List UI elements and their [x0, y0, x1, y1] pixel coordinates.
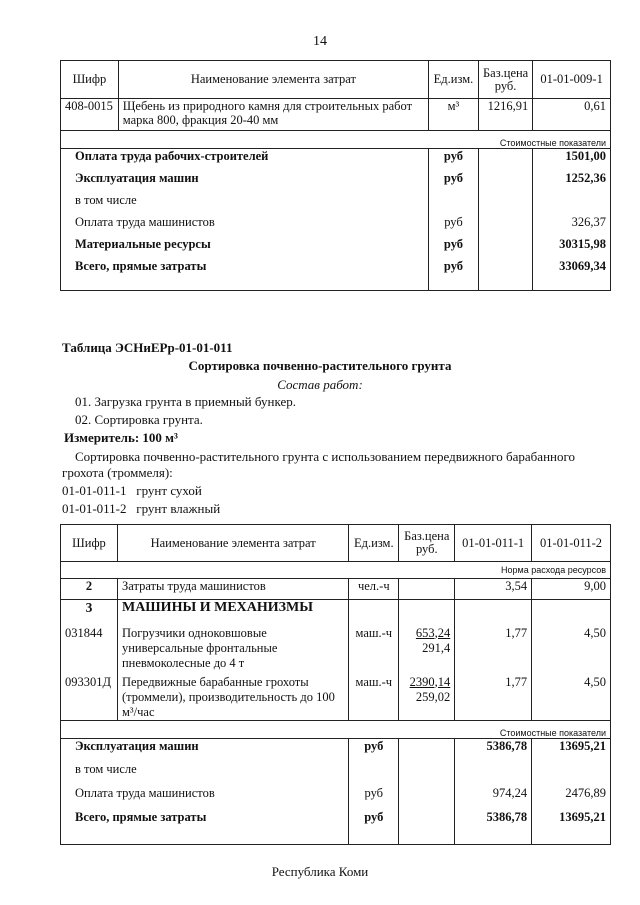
row-name: Щебень из природного камня для строительных работ марка 800, фракция 20-40 мм	[118, 99, 428, 131]
work-item-1: 01. Загрузка грунта в приемный бункер.	[75, 394, 296, 409]
header-col-2: 01-01-011-2	[532, 525, 611, 562]
works-label: Состав работ:	[277, 377, 363, 392]
variant-2	[62, 501, 220, 517]
machine-price-base: 2390,14	[409, 674, 451, 689]
machine-v1: 1,77	[455, 671, 532, 721]
cost-value: 1501,00	[533, 149, 611, 171]
machine-price-labor: 259,02	[415, 689, 451, 704]
cost-unit: руб	[349, 738, 399, 762]
cost-table-2	[60, 524, 611, 845]
machine-name-line: Передвижные барабанные грохоты	[121, 674, 309, 689]
machine-name-line: пневмоколесные до 4 т	[121, 655, 245, 670]
section-heading: Сортировка почвенно-растительного грунта	[188, 358, 452, 373]
cost-price-empty	[478, 237, 532, 259]
cost-row	[61, 738, 611, 762]
header-code: Шифр	[61, 61, 119, 99]
row2-v1: 3,54	[455, 579, 532, 600]
machine-v2: 4,50	[532, 622, 611, 671]
machine-name	[117, 671, 348, 721]
cost-row	[61, 237, 611, 259]
cost-name: Оплата труда рабочих-строителей	[61, 149, 429, 171]
header-name: Наименование элемента затрат	[118, 61, 428, 99]
cost-row	[61, 171, 611, 193]
row-price: 1216,91	[478, 99, 532, 131]
cost-row	[61, 810, 611, 844]
header-name: Наименование элемента затрат	[117, 525, 348, 562]
cost-value: 1252,36	[533, 171, 611, 193]
variant-code: 01-01-011-2	[62, 501, 127, 516]
cost-row	[61, 149, 611, 171]
cost-row	[61, 762, 611, 786]
cost-unit: руб	[429, 237, 479, 259]
cost-v1: 5386,78	[455, 810, 532, 844]
table-title: Таблица ЭСНиЕРр-01-01-011	[62, 340, 233, 355]
cost-unit: руб	[349, 810, 399, 844]
machine-price	[399, 622, 455, 671]
cost-name: Эксплуатация машин	[61, 738, 349, 762]
section-label: Стоимостные показатели	[61, 720, 611, 738]
cost-value	[533, 193, 611, 215]
cost-unit	[349, 762, 399, 786]
cost-name: в том числе	[61, 193, 429, 215]
cost-v1: 974,24	[455, 786, 532, 810]
header-col: 01-01-009-1	[533, 61, 611, 99]
cost-row	[61, 193, 611, 215]
machine-price-base: 653,24	[415, 625, 451, 640]
variant-name: грунт сухой	[136, 483, 202, 498]
cost-price-empty	[399, 786, 455, 810]
row2-unit: чел.-ч	[349, 579, 399, 600]
machine-v1: 1,77	[455, 622, 532, 671]
machine-name-line: (троммели), производительность до 100	[121, 689, 335, 704]
description-line-1: Сортировка почвенно-растительного грунта с использованием передвижного барабанного	[75, 449, 575, 464]
norm-label: Норма расхода ресурсов	[61, 562, 611, 579]
cost-row	[61, 259, 611, 291]
machine-v2: 4,50	[532, 671, 611, 721]
cost-price-empty	[478, 171, 532, 193]
machine-unit: маш.-ч	[349, 622, 399, 671]
cost-table-1	[60, 60, 611, 291]
header-price: Баз.цена руб.	[399, 525, 455, 562]
section-label: Стоимостные показатели	[61, 131, 611, 149]
cost-name: в том числе	[61, 762, 349, 786]
row-value: 0,61	[533, 99, 611, 131]
cost-unit: руб	[429, 149, 479, 171]
cost-price-empty	[478, 149, 532, 171]
row2-name: Затраты труда машинистов	[117, 579, 348, 600]
cost-name: Всего, прямые затраты	[61, 810, 349, 844]
header-price: Баз.цена руб.	[478, 61, 532, 99]
header-unit: Ед.изм.	[349, 525, 399, 562]
machine-row	[61, 622, 611, 671]
cost-unit: руб	[429, 215, 479, 237]
description-line-2: грохота (троммеля):	[62, 465, 173, 480]
cost-price-empty	[478, 215, 532, 237]
row-code: 408-0015	[61, 99, 119, 131]
cost-name: Оплата труда машинистов	[61, 786, 349, 810]
cost-unit	[429, 193, 479, 215]
cost-v2: 13695,21	[532, 738, 611, 762]
variant-1	[62, 483, 202, 499]
measure: Измеритель: 100 м³	[64, 430, 178, 445]
variant-name: грунт влажный	[136, 501, 221, 516]
cost-unit: руб	[429, 259, 479, 291]
row3-name: МАШИНЫ И МЕХАНИЗМЫ	[117, 600, 348, 622]
cost-unit: руб	[349, 786, 399, 810]
row2-code: 2	[61, 579, 118, 600]
cost-row	[61, 215, 611, 237]
work-item-2: 02. Сортировка грунта.	[75, 412, 203, 427]
header-col-1: 01-01-011-1	[455, 525, 532, 562]
machine-name-line: м³/час	[121, 704, 155, 719]
cost-price-empty	[399, 810, 455, 844]
cost-row	[61, 786, 611, 810]
cost-price-empty	[478, 259, 532, 291]
cost-v2	[532, 762, 611, 786]
cost-v1	[455, 762, 532, 786]
row-unit: м³	[429, 99, 479, 131]
header-unit: Ед.изм.	[429, 61, 479, 99]
cost-price-empty	[478, 193, 532, 215]
row3-code: 3	[61, 600, 118, 622]
cost-v2: 13695,21	[532, 810, 611, 844]
cost-v1: 5386,78	[455, 738, 532, 762]
machine-name	[117, 622, 348, 671]
machine-price	[399, 671, 455, 721]
cost-name: Эксплуатация машин	[61, 171, 429, 193]
variant-code: 01-01-011-1	[62, 483, 127, 498]
page-number: 14	[313, 34, 327, 49]
row2-v2: 9,00	[532, 579, 611, 600]
cost-value: 326,37	[533, 215, 611, 237]
header-code: Шифр	[61, 525, 118, 562]
machine-code: 031844	[61, 622, 118, 671]
machine-name-line: универсальные фронтальные	[121, 640, 278, 655]
cost-price-empty	[399, 762, 455, 786]
cost-v2: 2476,89	[532, 786, 611, 810]
machine-unit: маш.-ч	[349, 671, 399, 721]
machine-name-line: Погрузчики одноковшовые	[121, 625, 267, 640]
cost-value: 33069,34	[533, 259, 611, 291]
machine-row	[61, 671, 611, 721]
machine-price-labor: 291,4	[422, 640, 451, 655]
cost-name: Оплата труда машинистов	[61, 215, 429, 237]
footer: Республика Коми	[271, 864, 369, 879]
cost-name: Всего, прямые затраты	[61, 259, 429, 291]
cost-name: Материальные ресурсы	[61, 237, 429, 259]
cost-price-empty	[399, 738, 455, 762]
cost-unit: руб	[429, 171, 479, 193]
machine-code: 093301Д	[61, 671, 118, 721]
cost-value: 30315,98	[533, 237, 611, 259]
